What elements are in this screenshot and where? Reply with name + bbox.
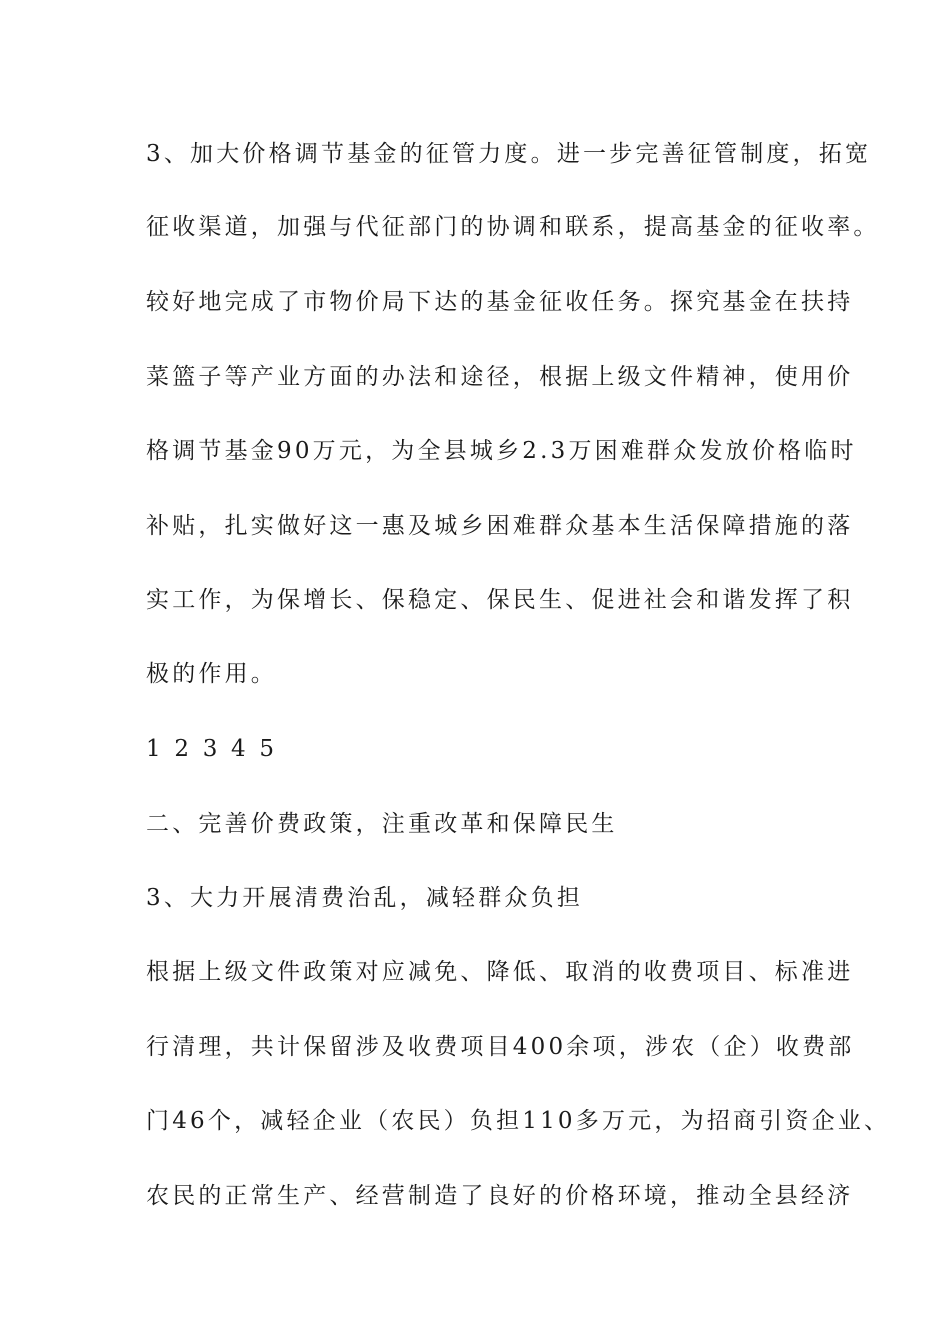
subsection-heading: 3、大力开展清费治乱，减轻群众负担 <box>146 885 584 911</box>
paragraph-2-line-4: 农民的正常生产、经营制造了良好的价格环境，推动全县经济 <box>146 1183 854 1209</box>
paragraph-1-line-2: 征收渠道，加强与代征部门的协调和联系，提高基金的征收率。 <box>146 214 880 240</box>
paragraph-2-line-1: 根据上级文件政策对应减免、降低、取消的收费项目、标准进 <box>146 959 854 985</box>
section-heading: 二、完善价费政策，注重改革和保障民生 <box>146 811 618 837</box>
paragraph-1-line-3: 较好地完成了市物价局下达的基金征收任务。探究基金在扶持 <box>146 289 854 315</box>
paragraph-2-line-3: 门46个，减轻企业（农民）负担110多万元，为招商引资企业、 <box>146 1108 891 1134</box>
paragraph-1-line-6: 补贴，扎实做好这一惠及城乡困难群众基本生活保障措施的落 <box>146 513 854 539</box>
paragraph-2-line-2: 行清理，共计保留涉及收费项目400余项，涉农（企）收费部 <box>146 1034 855 1060</box>
page-numbers: 1 2 3 4 5 <box>146 736 278 762</box>
paragraph-1-line-5: 格调节基金90万元，为全县城乡2.3万困难群众发放价格临时 <box>146 438 857 464</box>
paragraph-1-line-7: 实工作，为保增长、保稳定、保民生、促进社会和谐发挥了积 <box>146 587 854 613</box>
paragraph-1-line-1: 3、加大价格调节基金的征管力度。进一步完善征管制度，拓宽 <box>146 141 872 167</box>
paragraph-1-line-4: 菜篮子等产业方面的办法和途径，根据上级文件精神，使用价 <box>146 364 854 390</box>
paragraph-1-line-8: 极的作用。 <box>146 661 277 687</box>
